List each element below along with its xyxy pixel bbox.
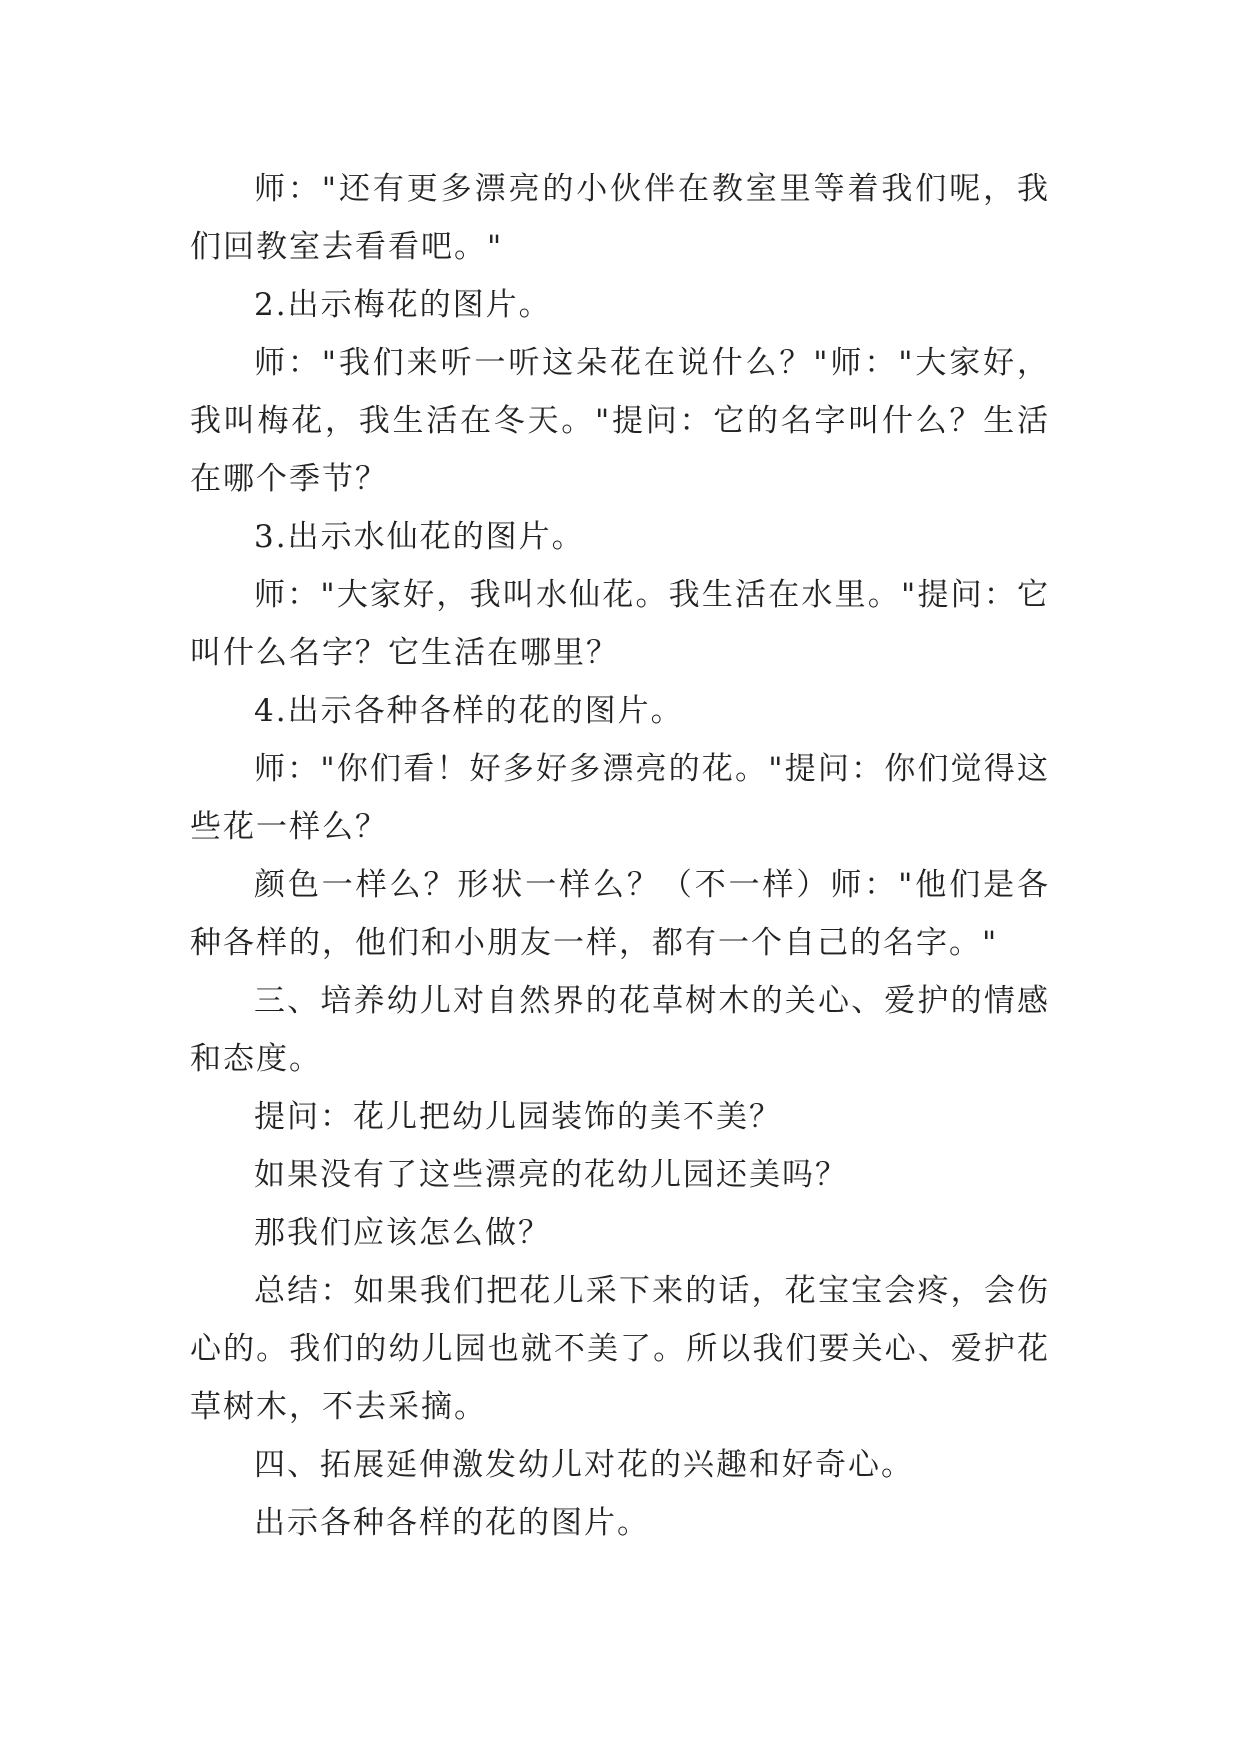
paragraph: 3.出示水仙花的图片。 [254, 519, 585, 555]
paragraph: 师："大家好，我叫水仙花。我生活在水里。"提问：它叫什么名字？它生活在哪里？ [190, 577, 1050, 671]
paragraph: 4.出示各种各样的花的图片。 [254, 693, 684, 729]
paragraph: 出示各种各样的花的图片。 [254, 1505, 650, 1541]
section-heading: 四、拓展延伸激发幼儿对花的兴趣和好奇心。 [254, 1447, 914, 1483]
paragraph: 师："我们来听一听这朵花在说什么？"师："大家好，我叫梅花，我生活在冬天。"提问：它的名字叫什么？生活在哪个季节？ [190, 345, 1050, 497]
paragraph: 师："还有更多漂亮的小伙伴在教室里等着我们呢，我们回教室去看看吧。" [190, 171, 1050, 265]
paragraph: 总结：如果我们把花儿采下来的话，花宝宝会疼，会伤心的。我们的幼儿园也就不美了。所以我们要关心、爱护花草树木，不去采摘。 [190, 1273, 1050, 1425]
paragraph: 颜色一样么？形状一样么？（不一样）师："他们是各种各样的，他们和小朋友一样，都有一个自己的名字。" [190, 867, 1050, 961]
paragraph: 如果没有了这些漂亮的花幼儿园还美吗？ [254, 1157, 848, 1193]
paragraph: 提问：花儿把幼儿园装饰的美不美？ [254, 1099, 782, 1135]
paragraph: 师："你们看！好多好多漂亮的花。"提问：你们觉得这些花一样么？ [190, 751, 1050, 845]
paragraph: 那我们应该怎么做？ [254, 1215, 551, 1251]
document-body [190, 160, 1050, 1552]
paragraph: 2.出示梅花的图片。 [254, 287, 552, 323]
section-heading: 三、培养幼儿对自然界的花草树木的关心、爱护的情感和态度。 [190, 983, 1050, 1077]
